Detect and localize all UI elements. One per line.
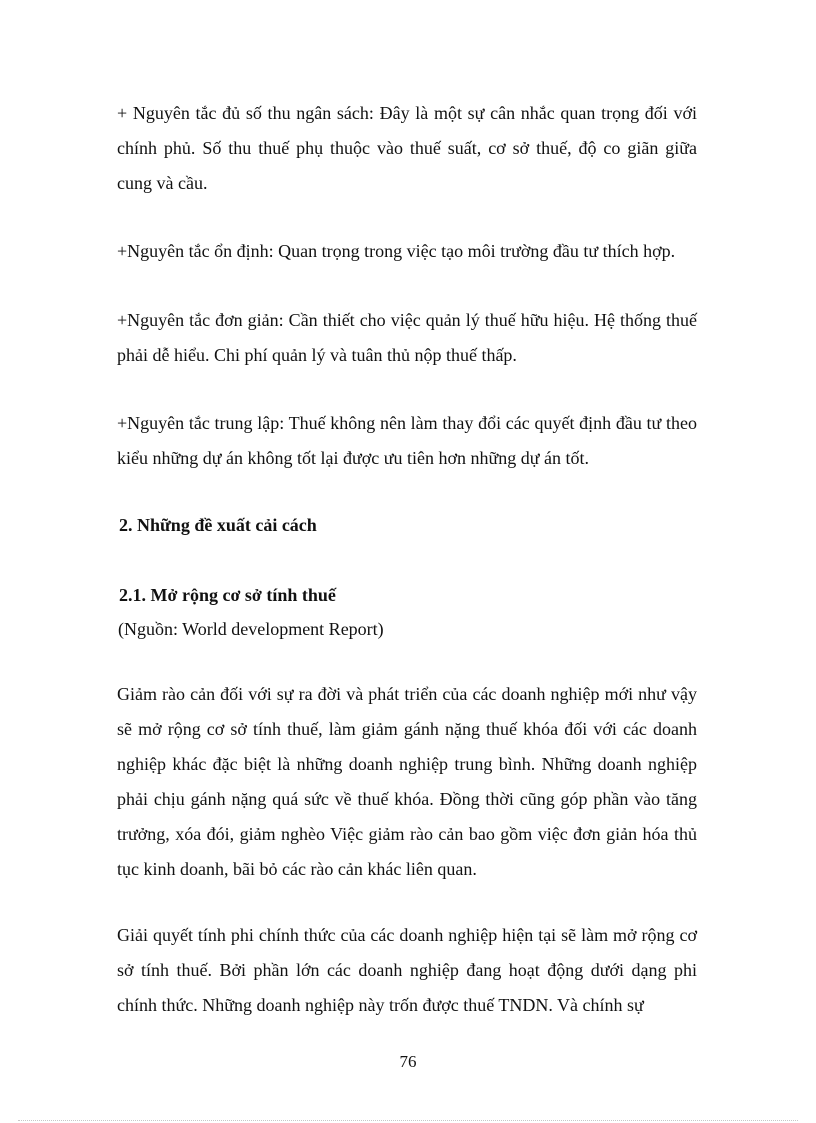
paragraph-reduce-barriers: Giảm rào cản đối với sự ra đời và phát triển của các doanh nghiệp mới như vậy sẽ mở rộng cơ sở tính thuế, làm giảm gánh nặng thuế khóa đối với các doanh nghiệp khác đặc biệt là những doanh nghiệp trung bình. Những doanh nghiệp phải chịu gánh nặng quá sức về thuế khóa. Đồng thời cũng góp phần vào tăng trưởng, xóa đói, giảm nghèo Việc giảm rào cản bao gồm việc đơn giản hóa thủ tục kinh doanh, bãi bỏ các rào cản khác liên quan.: [117, 684, 697, 879]
paragraph-simplicity-principle: +Nguyên tắc đơn giản: Cần thiết cho việc quản lý thuế hữu hiệu. Hệ thống thuế phải dễ hiểu. Chi phí quản lý và tuân thủ nộp thuế thấp.: [117, 310, 697, 365]
section-heading-reform-proposals: 2. Những đề xuất cải cách: [119, 515, 317, 535]
paragraph-stability-principle: +Nguyên tắc ổn định: Quan trọng trong việc tạo môi trường đầu tư thích hợp.: [117, 241, 676, 261]
paragraph-neutrality-principle: +Nguyên tắc trung lập: Thuế không nên làm thay đổi các quyết định đầu tư theo kiểu những dự án không tốt lại được ưu tiên hơn những dự án tốt.: [117, 413, 697, 468]
page-bottom-divider: [18, 1120, 798, 1121]
source-note: (Nguồn: World development Report): [118, 619, 384, 639]
page-number: 76: [399, 1052, 417, 1071]
subsection-heading-tax-base: 2.1. Mở rộng cơ sở tính thuế: [119, 585, 336, 605]
paragraph-budget-revenue-principle: + Nguyên tắc đủ số thu ngân sách: Đây là một sự cân nhắc quan trọng đối với chính phủ. Số thu thuế phụ thuộc vào thuế suất, cơ sở thuế, độ co giãn giữa cung và cầu.: [117, 103, 697, 193]
paragraph-informality: Giải quyết tính phi chính thức của các doanh nghiệp hiện tại sẽ làm mở rộng cơ sở tính thuế. Bởi phần lớn các doanh nghiệp đang hoạt động dưới dạng phi chính thức. Những doanh nghiệp này trốn được thuế TNDN. Và chính sự: [117, 925, 697, 1015]
